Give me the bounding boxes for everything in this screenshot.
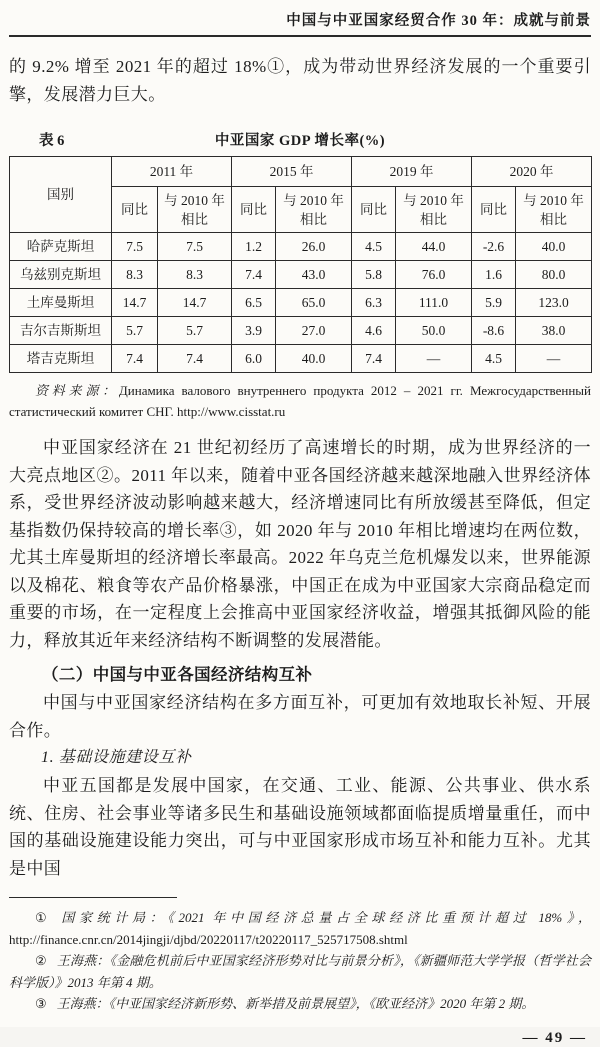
table-cell: 40.0 bbox=[516, 233, 592, 261]
table-cell: 123.0 bbox=[516, 289, 592, 317]
table-cell: 4.5 bbox=[352, 233, 396, 261]
col-header-country: 国别 bbox=[10, 157, 112, 233]
footnote-marker: ① bbox=[35, 910, 52, 925]
footnote-text: 王海燕：《金融危机前后中亚国家经济形势对比与前景分析》，《新疆师范大学学报（哲学社会科学版）》2013 年第 4 期。 bbox=[9, 953, 591, 990]
table-cell: 4.6 bbox=[352, 317, 396, 345]
country-cell: 塔吉克斯坦 bbox=[10, 345, 112, 373]
footnote-url: http://finance.cnr.cn/2014jingji/djbd/20220117/t20220117_525717508.shtml bbox=[9, 931, 408, 947]
table-cell: -2.6 bbox=[472, 233, 516, 261]
table-cell: 1.2 bbox=[232, 233, 276, 261]
table-title: 中亚国家 GDP 增长率(%) bbox=[214, 133, 386, 149]
footnote-1 bbox=[9, 907, 591, 950]
table-cell: — bbox=[396, 345, 472, 373]
table-cell: 26.0 bbox=[276, 233, 352, 261]
page-number: — 49 — bbox=[522, 1029, 587, 1046]
table-cell: 8.3 bbox=[158, 261, 232, 289]
paragraph-infrastructure: 中亚五国都是发展中国家，在交通、工业、能源、公共事业、供水系统、住房、社会事业等诸多民生和基础设施领域都面临提质增量重任，而中国的基础设施建设能力突出，可与中亚国家形成市场互补和能力互补。尤其是中国 bbox=[9, 776, 591, 878]
paragraph-complementarity: 中国与中亚国家经济结构在多方面互补，可更加有效地取长补短、开展合作。 bbox=[9, 693, 591, 740]
source-note bbox=[9, 380, 591, 422]
table-cell: 111.0 bbox=[396, 289, 472, 317]
running-header-title: 中国与中亚国家经贸合作 30 年：成就与前景 bbox=[286, 13, 591, 29]
table-cell: 5.8 bbox=[352, 261, 396, 289]
footnote-marker: ③ bbox=[35, 996, 47, 1011]
country-cell: 乌兹别克斯坦 bbox=[10, 261, 112, 289]
table-cell: -8.6 bbox=[472, 317, 516, 345]
section-heading: （二）中国与中亚各国经济结构互补 bbox=[42, 665, 313, 684]
footnote-divider bbox=[9, 897, 177, 898]
table-row-uzbekistan bbox=[10, 261, 592, 289]
table-cell: 80.0 bbox=[516, 261, 592, 289]
table-cell: 27.0 bbox=[276, 317, 352, 345]
table-cell: 7.4 bbox=[112, 345, 158, 373]
table-cell: 5.7 bbox=[112, 317, 158, 345]
year-header-2019: 2019 年 bbox=[352, 157, 472, 187]
table-cell: 8.3 bbox=[112, 261, 158, 289]
table-label: 表 6 bbox=[39, 133, 65, 149]
year-header-2015: 2015 年 bbox=[232, 157, 352, 187]
table-cell: 1.6 bbox=[472, 261, 516, 289]
subheader-vs2010: 与 2010 年相比 bbox=[158, 187, 232, 233]
table-cell: — bbox=[516, 345, 592, 373]
subheader-yoy: 同比 bbox=[352, 187, 396, 233]
subheader-vs2010: 与 2010 年相比 bbox=[396, 187, 472, 233]
source-label: 资料来源： bbox=[35, 383, 119, 398]
subsection-heading: 1. 基础设施建设互补 bbox=[41, 749, 192, 766]
table-cell: 5.9 bbox=[472, 289, 516, 317]
footnote-text: 王海燕：《中亚国家经济新形势、新举措及前景展望》，《欧亚经济》2020 年第 2 期。 bbox=[56, 996, 535, 1011]
country-cell: 土库曼斯坦 bbox=[10, 289, 112, 317]
table-cell: 7.5 bbox=[112, 233, 158, 261]
footnote-marker: ② bbox=[35, 953, 47, 968]
table-caption bbox=[9, 129, 591, 149]
table-cell: 44.0 bbox=[396, 233, 472, 261]
table-cell: 7.4 bbox=[158, 345, 232, 373]
table-cell: 4.5 bbox=[472, 345, 516, 373]
intro-paragraph: 的 9.2% 增至 2021 年的超过 18%①，成为带动世界经济发展的一个重要引擎，发展潜力巨大。 bbox=[9, 57, 591, 104]
table-header-years bbox=[10, 157, 592, 187]
running-header bbox=[9, 10, 591, 37]
year-header-2020: 2020 年 bbox=[472, 157, 592, 187]
table-cell: 3.9 bbox=[232, 317, 276, 345]
gdp-growth-table bbox=[9, 156, 592, 373]
table-row-turkmenistan bbox=[10, 289, 592, 317]
table-cell: 6.5 bbox=[232, 289, 276, 317]
footnote-text: 国家统计局：《2021 年中国经济总量占全球经济比重预计超过 18%》， bbox=[61, 910, 591, 925]
paragraph-economy: 中亚国家经济在 21 世纪初经历了高速增长的时期，成为世界经济的一大亮点地区②。2011 年以来，随着中亚各国经济越来越深地融入世界经济体系，受世界经济波动影响越来越大，经济增速同比有所放缓甚至降低，但定基指数仍保持较高的增长率③，如 2020 年与 2010 年相比增速均在两位数，尤其土库曼斯坦的经济增长率最高。2022 年乌克兰危机爆发以来，世界能源以及棉花、粮食等农产品价格暴涨，中国正在成为中亚国家大宗商品稳定而重要的市场，在一定程度上会推高中亚国家经济收益，增强其抵御风险的能力，释放其近年来经济结构不断调整的发展潜能。 bbox=[9, 438, 591, 650]
table-cell: 43.0 bbox=[276, 261, 352, 289]
table-row-kazakhstan bbox=[10, 233, 592, 261]
table-cell: 50.0 bbox=[396, 317, 472, 345]
subheader-yoy: 同比 bbox=[472, 187, 516, 233]
table-cell: 14.7 bbox=[112, 289, 158, 317]
table-cell: 38.0 bbox=[516, 317, 592, 345]
year-header-2011: 2011 年 bbox=[112, 157, 232, 187]
table-cell: 14.7 bbox=[158, 289, 232, 317]
subheader-yoy: 同比 bbox=[112, 187, 158, 233]
subheader-vs2010: 与 2010 年相比 bbox=[516, 187, 592, 233]
table-row-kyrgyzstan bbox=[10, 317, 592, 345]
table-cell: 40.0 bbox=[276, 345, 352, 373]
subheader-yoy: 同比 bbox=[232, 187, 276, 233]
table-cell: 6.3 bbox=[352, 289, 396, 317]
source-text: Динамика валового внутреннего продукта 2012 – 2021 гг. Межгосударственный статистический комитет СНГ. http://www.cisstat.ru bbox=[9, 383, 591, 419]
footnotes bbox=[9, 907, 591, 1015]
country-cell: 吉尔吉斯斯坦 bbox=[10, 317, 112, 345]
table-row-tajikistan bbox=[10, 345, 592, 373]
table-cell: 65.0 bbox=[276, 289, 352, 317]
table-cell: 7.5 bbox=[158, 233, 232, 261]
table-cell: 5.7 bbox=[158, 317, 232, 345]
country-cell: 哈萨克斯坦 bbox=[10, 233, 112, 261]
footnote-2 bbox=[9, 950, 591, 993]
subheader-vs2010: 与 2010 年相比 bbox=[276, 187, 352, 233]
table-cell: 6.0 bbox=[232, 345, 276, 373]
table-cell: 7.4 bbox=[352, 345, 396, 373]
table-cell: 7.4 bbox=[232, 261, 276, 289]
footnote-3 bbox=[9, 993, 591, 1015]
table-cell: 76.0 bbox=[396, 261, 472, 289]
